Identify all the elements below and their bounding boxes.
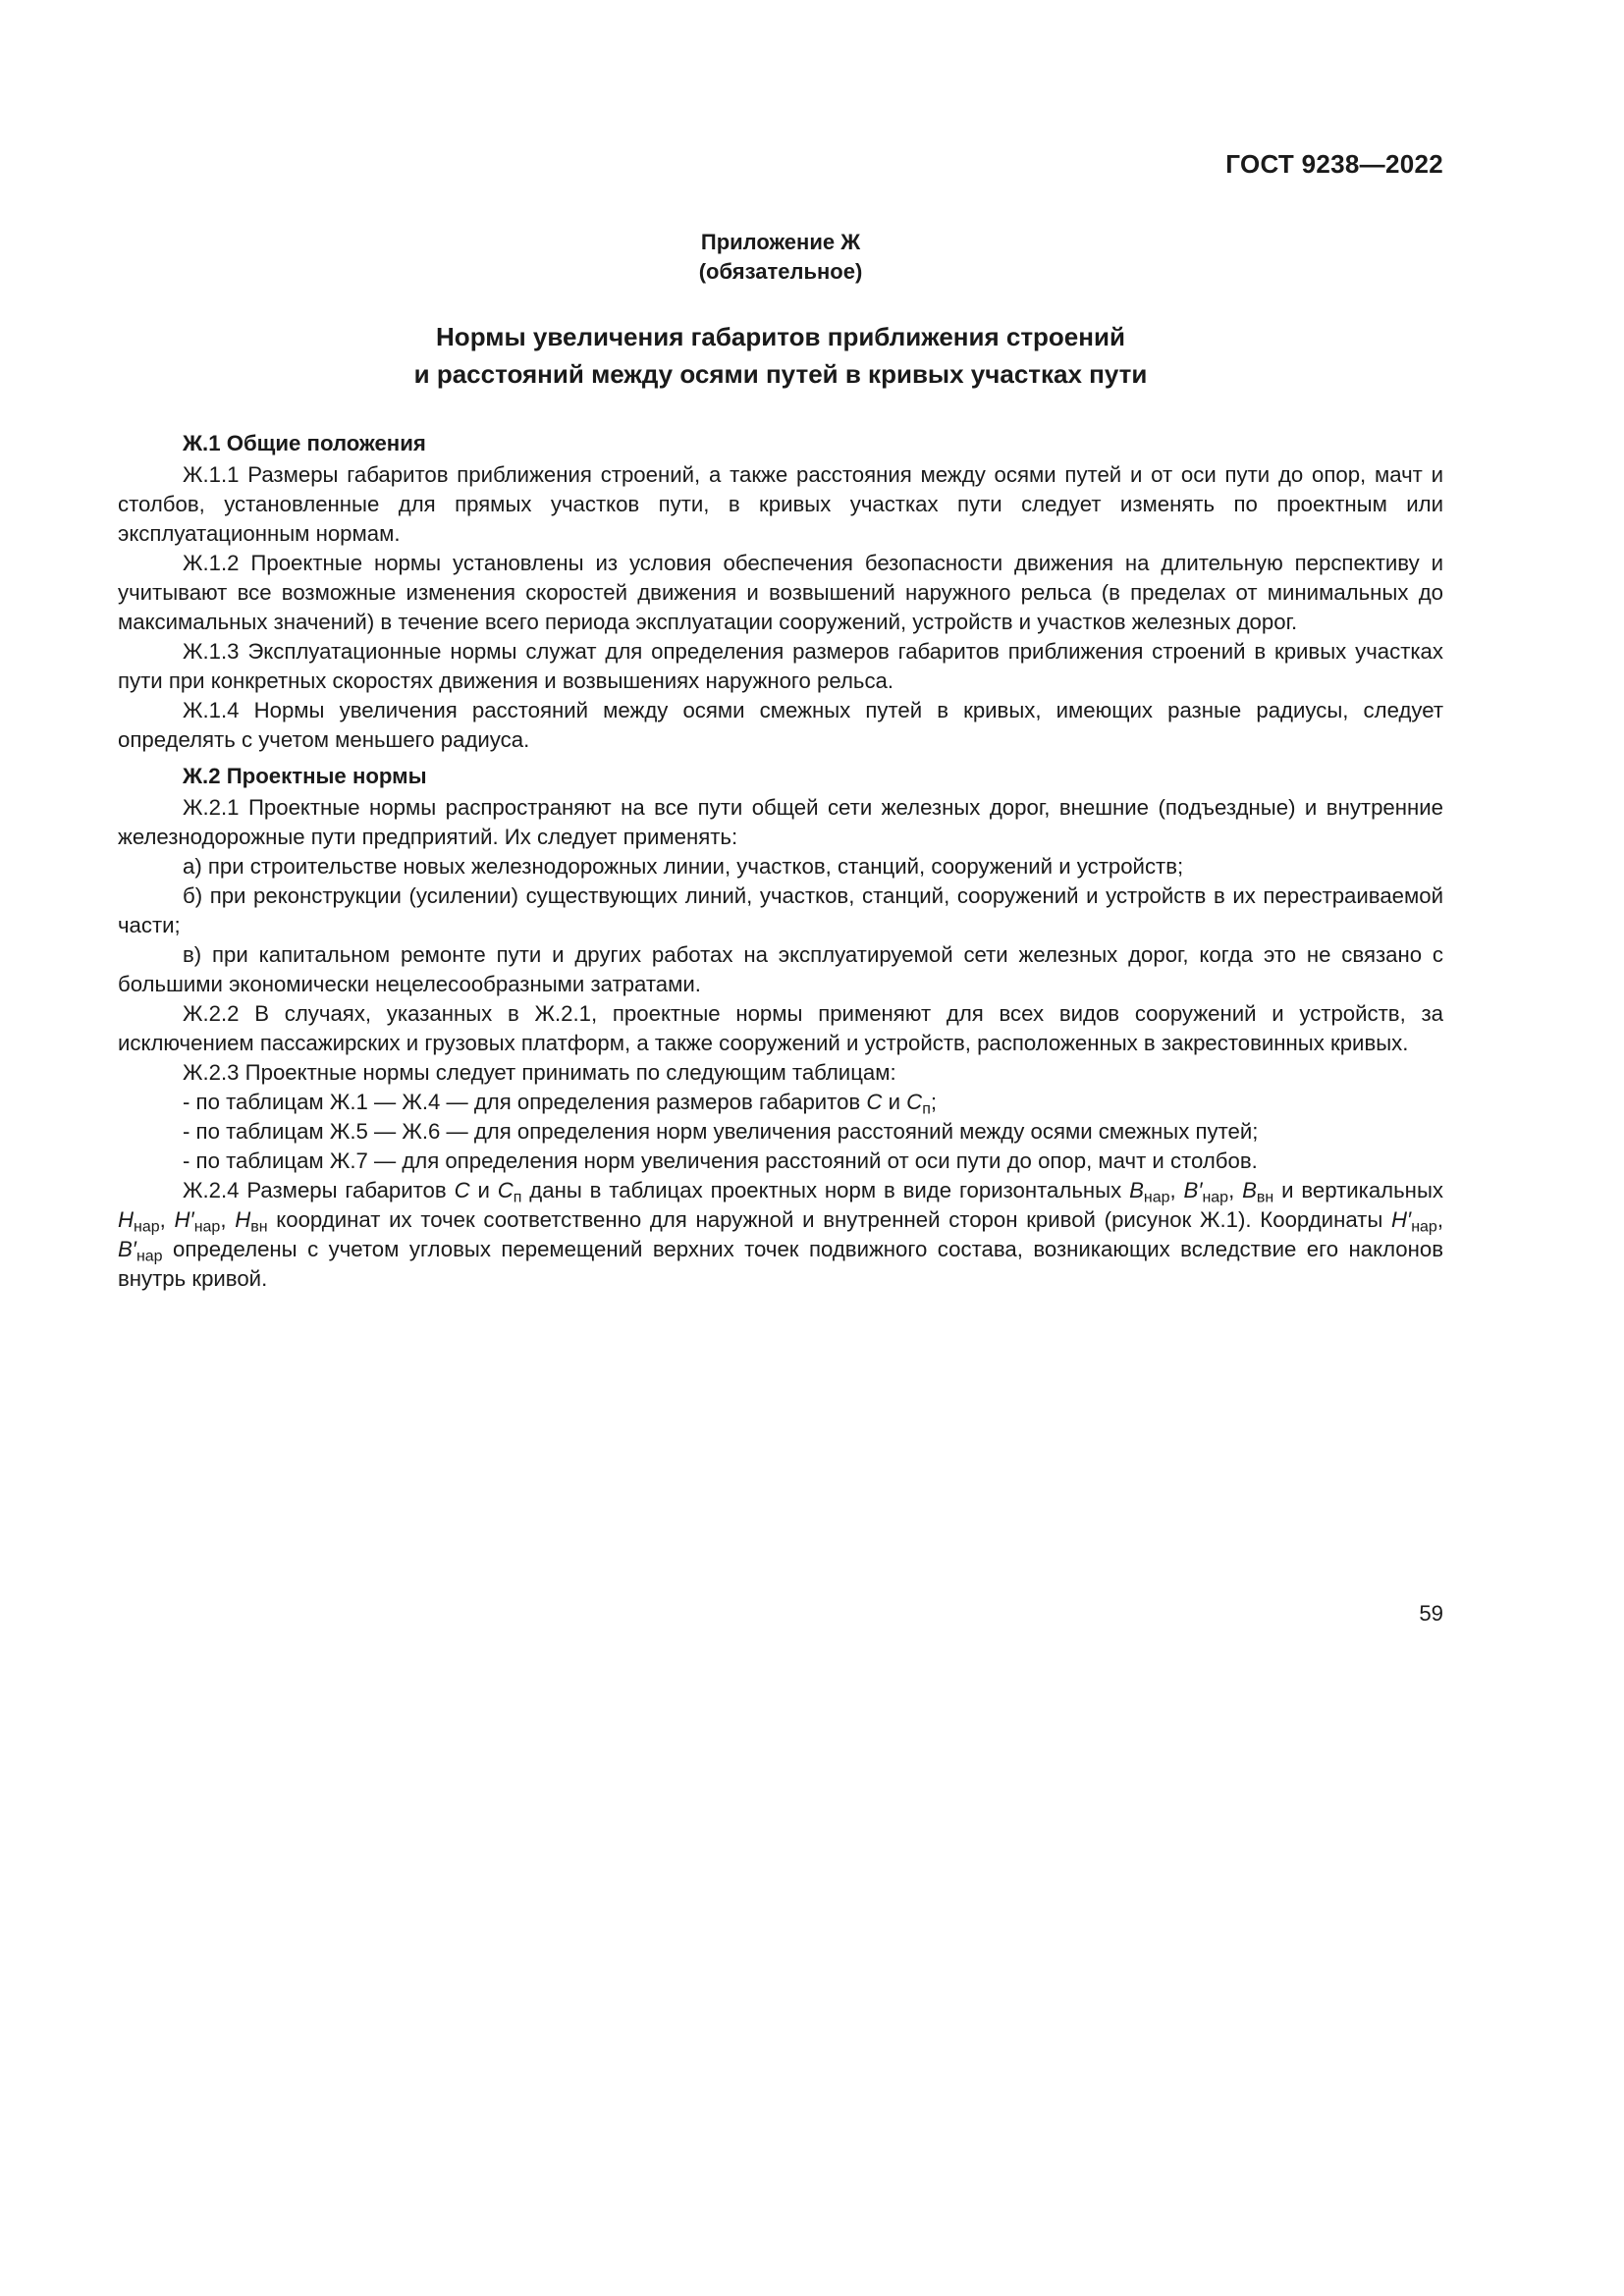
text-fragment: координат их точек соответственно для наружной и внутренней сторон кривой (рисунок Ж.1). Координаты bbox=[267, 1207, 1392, 1232]
subscript-p: п bbox=[922, 1100, 931, 1118]
paragraph-zh-1-4: Ж.1.4 Нормы увеличения расстояний между осями смежных путей в кривых, имеющих разные радиусы, следует определять с учетом меньшего радиуса. bbox=[118, 698, 1443, 752]
document-code: ГОСТ 9238—2022 bbox=[1225, 149, 1443, 179]
subscript-nar: нар bbox=[134, 1218, 160, 1236]
text-fragment: определены с учетом угловых перемещений верхних точек подвижного состава, возникающих вследствие его наклонов внутрь кривой. bbox=[118, 1237, 1443, 1291]
symbol-h: H bbox=[118, 1207, 135, 1232]
symbol-cp: C bbox=[497, 1178, 514, 1202]
text-fragment: Ж.2.4 Размеры габаритов bbox=[183, 1178, 455, 1202]
paragraph-zh-2-2: Ж.2.2 В случаях, указанных в Ж.2.1, проектные нормы применяют для всех видов сооружений и устройств, за исключением пассажирских и грузовых платформ, а также сооружений и устройств, расположенных в закрестовинных кривых. bbox=[118, 1001, 1443, 1055]
separator: , bbox=[220, 1207, 236, 1232]
list-item-tables-1-4 bbox=[118, 1088, 1443, 1117]
list-item-a: а) при строительстве новых железнодорожных линии, участков, станций, сооружений и устройств; bbox=[183, 854, 1184, 879]
symbol-h-prime: H′ bbox=[1391, 1207, 1412, 1232]
list-item-table-7: - по таблицам Ж.7 — для определения норм увеличения расстояний от оси пути до опор, мачт и столбов. bbox=[183, 1148, 1258, 1173]
text-fragment: - по таблицам Ж.1 — Ж.4 — для определения размеров габаритов bbox=[183, 1090, 867, 1114]
list-item-b: б) при реконструкции (усилении) существующих линий, участков, станций, сооружений и устройств в их перестраиваемой части; bbox=[118, 883, 1443, 937]
appendix-status: (обязательное) bbox=[698, 259, 863, 284]
subscript-vn: вн bbox=[1256, 1189, 1274, 1206]
subscript-vn: вн bbox=[250, 1218, 268, 1236]
section-heading-design-norms: Ж.2 Проектные нормы bbox=[183, 764, 427, 788]
text-fragment: и bbox=[469, 1178, 498, 1202]
section-heading-general: Ж.1 Общие положения bbox=[183, 431, 426, 455]
symbol-b-prime: B′ bbox=[118, 1237, 136, 1261]
symbol-c: C bbox=[454, 1178, 470, 1202]
subscript-nar: нар bbox=[135, 1248, 163, 1265]
symbol-c: C bbox=[866, 1090, 883, 1114]
paragraph-zh-1-1: Ж.1.1 Размеры габаритов приближения строений, а также расстояния между осями путей и от оси пути до опор, мачт и столбов, установленные для прямых участков пути, в кривых участках пути следует изменять по проектным или эксплуатационным нормам. bbox=[118, 462, 1443, 546]
text-fragment: ; bbox=[930, 1090, 938, 1114]
separator: , bbox=[1436, 1207, 1443, 1232]
subscript-nar: нар bbox=[1202, 1189, 1229, 1206]
title-line-2: и расстояний между осями путей в кривых участках пути bbox=[413, 359, 1148, 389]
subscript-nar: нар bbox=[1143, 1189, 1170, 1206]
text-fragment: даны в таблицах проектных норм в виде горизонтальных bbox=[521, 1178, 1130, 1202]
paragraph-zh-1-3: Ж.1.3 Эксплуатационные нормы служат для определения размеров габаритов приближения строений в кривых участках пути при конкретных скоростях движения и возвышениях наружного рельса. bbox=[118, 639, 1443, 693]
symbol-h-prime: H′ bbox=[174, 1207, 194, 1232]
paragraph-zh-2-4 bbox=[118, 1176, 1443, 1294]
title-line-1: Нормы увеличения габаритов приближения строений bbox=[436, 322, 1125, 351]
separator: , bbox=[1228, 1178, 1243, 1202]
separator: , bbox=[1169, 1178, 1184, 1202]
list-item-v: в) при капитальном ремонте пути и других работах на эксплуатируемой сети железных дорог, когда это не связано с большими экономически нецелесообразными затратами. bbox=[118, 942, 1443, 996]
subscript-nar: нар bbox=[193, 1218, 221, 1236]
paragraph-zh-1-2: Ж.1.2 Проектные нормы установлены из условия обеспечения безопасности движения на длительную перспективу и учитывают все возможные изменения скоростей движения и возвышений наружного рельса (в пределах от минимальных до максимальных значений) в течение всего периода эксплуатации сооружений, устройств и участков железных дорог. bbox=[118, 551, 1443, 634]
list-item-tables-5-6: - по таблицам Ж.5 — Ж.6 — для определения норм увеличения расстояний между осями смежных путей; bbox=[183, 1119, 1259, 1144]
symbol-cp: C bbox=[906, 1090, 923, 1114]
paragraph-zh-2-3: Ж.2.3 Проектные нормы следует принимать по следующим таблицам: bbox=[183, 1060, 896, 1085]
symbol-h: H bbox=[235, 1207, 251, 1232]
subscript-nar: нар bbox=[1411, 1218, 1437, 1236]
text-fragment: и вертикальных bbox=[1273, 1178, 1443, 1202]
page-number: 59 bbox=[1419, 1601, 1443, 1626]
subscript-p: п bbox=[513, 1189, 522, 1206]
text-fragment: и bbox=[882, 1090, 907, 1114]
appendix-heading bbox=[118, 228, 1443, 287]
appendix-label: Приложение Ж bbox=[700, 230, 861, 254]
symbol-b: B bbox=[1129, 1178, 1144, 1202]
symbol-b-prime: B′ bbox=[1183, 1178, 1203, 1202]
document-body bbox=[118, 429, 1443, 1294]
symbol-b: B bbox=[1242, 1178, 1257, 1202]
paragraph-zh-2-1: Ж.2.1 Проектные нормы распространяют на все пути общей сети железных дорог, внешние (подъездные) и внутренние железнодорожные пути предприятий. Их следует применять: bbox=[118, 795, 1443, 849]
separator: , bbox=[159, 1207, 175, 1232]
page-title bbox=[118, 318, 1443, 393]
